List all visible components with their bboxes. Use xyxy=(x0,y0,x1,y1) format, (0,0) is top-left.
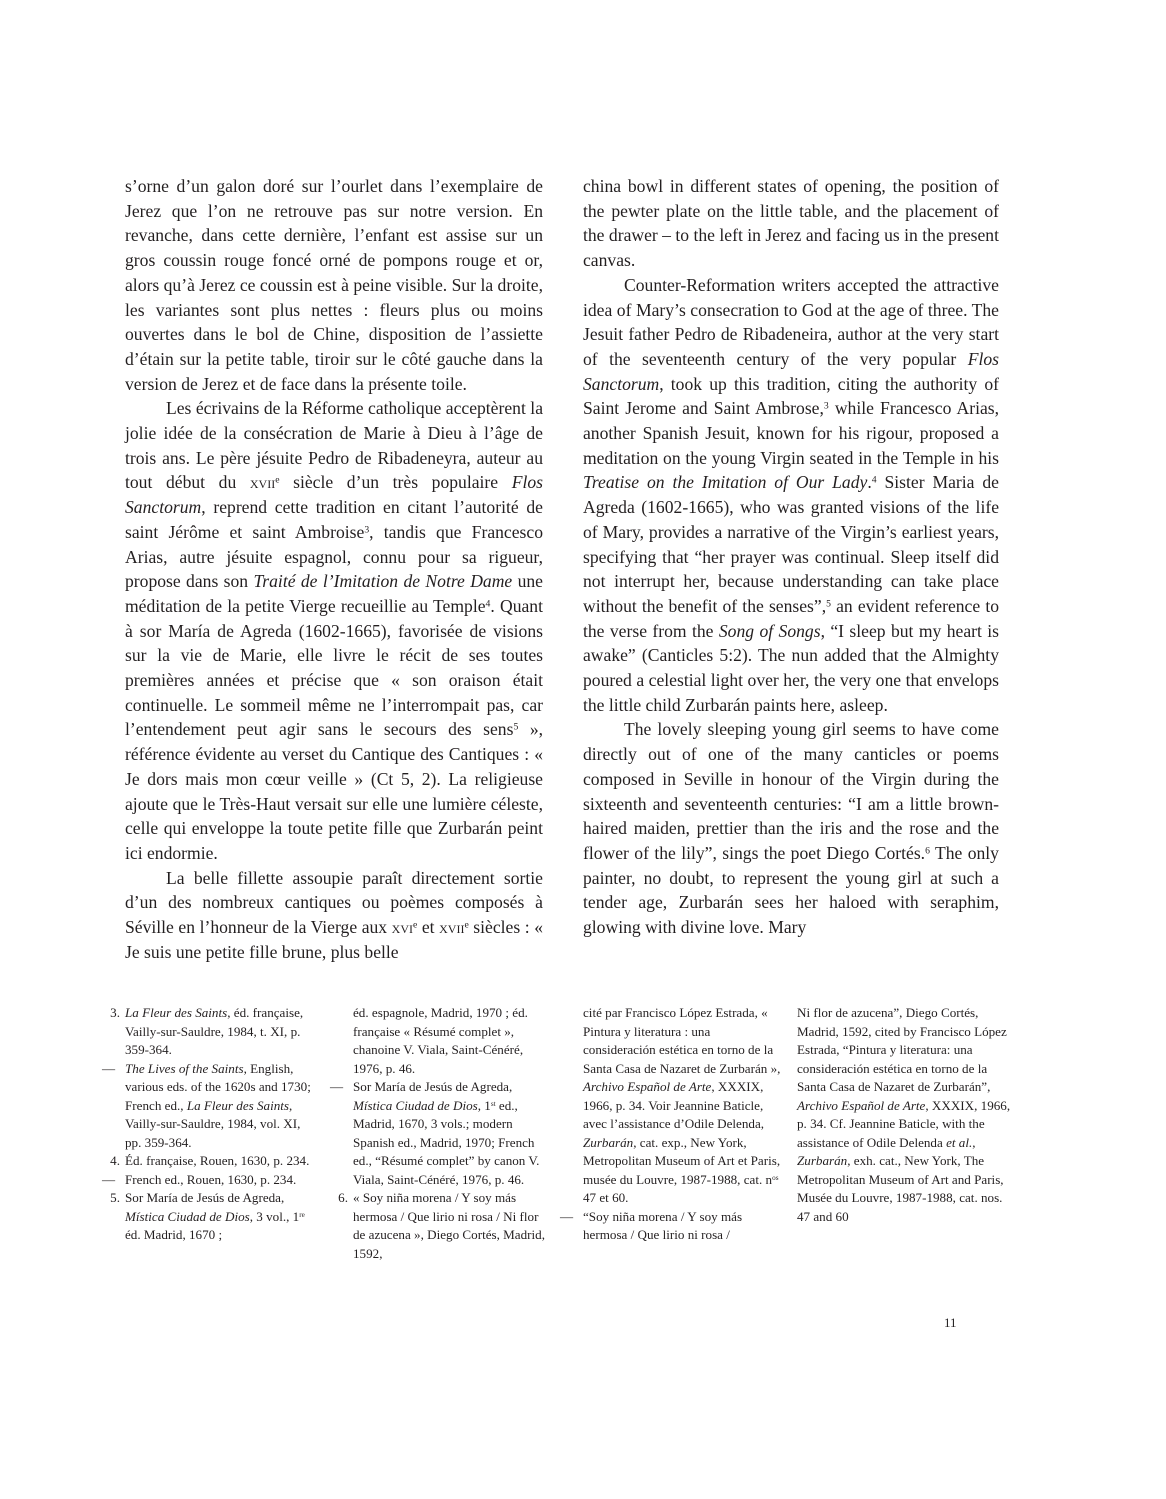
book-title: Zurbarán xyxy=(583,1134,634,1150)
text-run: La belle fillette assoupie paraît directement sortie d’un des nombreux cantiques ou poèmes composés à Séville en l’honneur de la Vierge aux xyxy=(125,867,543,938)
text-run: , XXXIX, 1966, p. 34. Voir Jeannine Baticle, avec l’assistance d’Odile Delenda, xyxy=(583,1079,765,1131)
footnotes-column-2 xyxy=(330,1004,550,1263)
text-run: , reprend cette tradition en citant l’autorité de saint Jérôme et saint Ambroise xyxy=(125,497,543,542)
text-run: , Vailly-sur-Sauldre, 1984, vol. XI, pp. 359-364. xyxy=(125,1097,301,1150)
journal-title: Archivo Español de Arte xyxy=(797,1097,926,1113)
footnote-text: Éd. française, Rouen, 1630, p. 234. xyxy=(125,1153,310,1168)
book-title: Flos Sanctorum xyxy=(583,348,999,394)
superscript: st xyxy=(490,1099,496,1108)
text-run: une méditation de la petite Vierge recueillie au Temple xyxy=(125,571,543,616)
text-run: et xyxy=(417,917,440,938)
text-run: 47 et 60. xyxy=(583,1190,629,1205)
footnote-text xyxy=(125,1004,317,1060)
footnote-text: French ed., Rouen, 1630, p. 234. xyxy=(125,1171,297,1187)
text-run: , took up this tradition, citing the authority of Saint Jerome and Saint Ambrose, xyxy=(583,373,999,419)
text-run: ed., Madrid, 1670, 3 vols.; modern Spanish ed., Madrid, 1970; French ed., “Résumé complet” by canon V. Viala, Saint-Cénéré, 1976, p. 46. xyxy=(353,1097,540,1187)
footnote-ref-4[interactable]: 4 xyxy=(485,598,491,610)
text-run: , exh. cat., New York, The Metropolitan Museum of Art and Paris, Musée du Louvre, 1987-1988, cat. nos. 47 and 60 xyxy=(797,1153,1004,1224)
text-run: The only painter, no doubt, to represent the young girl at such a tender age, Zurbarán sees her haloed with seraphim, glowing with divine love. Mary xyxy=(583,842,999,938)
footnote-4 xyxy=(102,1152,317,1171)
footnote-6-english xyxy=(560,1208,785,1245)
text-run: while Francesco Arias, another Spanish Jesuit, known for his rigour, proposed a meditation on the young Virgin seated in the Temple in his xyxy=(583,398,1000,468)
paragraph xyxy=(125,396,543,865)
text-run: an evident reference to the verse from the xyxy=(583,595,999,641)
footnote-number: 3. xyxy=(110,1005,120,1020)
footnote-3-english xyxy=(102,1060,317,1153)
french-text-column xyxy=(125,174,543,965)
book-title: Mística Ciudad de Dios xyxy=(353,1097,478,1113)
century-numeral: xvi xyxy=(391,917,413,938)
em-dash-marker: — xyxy=(330,1079,344,1094)
footnote-number: 5. xyxy=(110,1190,120,1205)
footnote-number: 6. xyxy=(338,1190,348,1205)
text-run: éd. Madrid, 1670 ; xyxy=(125,1227,223,1242)
text-run: , 3 vol., 1 xyxy=(249,1208,300,1224)
superscript: e xyxy=(464,919,469,931)
text-run: The lovely sleeping young girl seems to have come directly out of one of the many canticles or poems composed in Seville in honour of the Virgin during the sixteenth and seventeenth centuries: “I am a little brown-haired maiden, prettier than the iris and the rose and the flower of the lily”, sings the poet Diego Cortés. xyxy=(583,719,999,863)
book-title: Flos Sanctorum xyxy=(125,472,543,518)
superscript: e xyxy=(413,919,418,931)
footnote-text: « Soy niña morena / Y soy más hermosa / Que lirio ni rosa / Ni flor de azucena », Diego Cortés, Madrid, 1592, xyxy=(353,1190,545,1261)
footnote-6-english-continued xyxy=(797,1004,1012,1226)
footnote-text xyxy=(353,1078,550,1189)
text-run: et al. xyxy=(946,1134,973,1150)
footnote-number: 4. xyxy=(110,1153,120,1168)
footnote-text xyxy=(125,1189,317,1245)
paragraph: china bowl in different states of opening, the position of the pewter plate on the little table, and the placement of the drawer – to the left in Jerez and facing us in the present canvas. xyxy=(583,176,999,271)
em-dash-marker: — xyxy=(102,1060,116,1076)
footnote-ref-5[interactable]: 5 xyxy=(826,598,831,610)
journal-title: Archivo Español de Arte xyxy=(583,1079,712,1094)
text-run: Ni flor de azucena”, Diego Cortés, Madrid, 1592, cited by Francisco López Estrada, “Pintura y literatura: una consideración estética en torno de la Santa Casa de Nazaret de Zurbarán”, xyxy=(797,1005,1007,1094)
footnote-5-continued: éd. espagnole, Madrid, 1970 ; éd. française « Résumé complet », chanoine V. Viala, Saint-Cénéré, 1976, p. 46. xyxy=(353,1005,528,1076)
em-dash-marker: — xyxy=(102,1171,116,1187)
text-run: cité par Francisco López Estrada, « Pintura y literatura : una consideración estética en torno de la Santa Casa de Nazaret de Zurbarán », xyxy=(583,1005,781,1076)
book-title: Treatise on the Imitation of Our Lady xyxy=(583,472,868,493)
text-run: Les écrivains de la Réforme catholique acceptèrent la jolie idée de la consécration de Marie à Dieu à l’âge de trois ans. Le père jésuite Pedro de Ribadeneyra, auteur au tout début du xyxy=(125,398,543,493)
footnote-ref-4[interactable]: 4 xyxy=(871,475,877,487)
century-numeral: xvii xyxy=(249,472,276,493)
footnote-ref-6[interactable]: 6 xyxy=(925,845,930,857)
text-run: Sor María de Jesús de Agreda, xyxy=(353,1079,513,1094)
footnotes-column-1 xyxy=(102,1004,317,1245)
em-dash-marker: — xyxy=(560,1208,574,1224)
page-number: 11 xyxy=(944,1315,957,1330)
text-run: , tandis que Francesco Arias, autre jésuite espagnol, connu pour sa rigueur, propose dans son xyxy=(125,521,543,592)
book-title: Mística Ciudad de Dios xyxy=(125,1208,250,1224)
paragraph xyxy=(583,273,999,718)
text-run: siècles : « Je suis une petite fille brune, plus belle xyxy=(125,917,544,962)
book-title: La Fleur des Saints xyxy=(186,1097,290,1113)
text-run: , xyxy=(972,1134,976,1150)
footnote-ref-5[interactable]: 5 xyxy=(513,722,519,734)
text-run: Sor María de Jesús de Agreda, xyxy=(125,1190,285,1205)
footnote-ref-3[interactable]: 3 xyxy=(823,401,829,413)
footnote-3 xyxy=(102,1004,317,1060)
footnote-5 xyxy=(102,1189,317,1245)
century-numeral: xvii xyxy=(439,917,465,938)
text-run: Counter-Reformation writers accepted the attractive idea of Mary’s consecration to God at the age of three. The Jesuit father Pedro de Ribadeneira, author at the very start of the seventeenth century of the very popular xyxy=(583,274,999,369)
footnote-text xyxy=(125,1060,317,1153)
text-run: siècle d’un très populaire xyxy=(279,472,512,493)
book-title: The Lives of the Saints xyxy=(125,1060,244,1076)
text-run: . Quant à sor María de Agreda (1602-1665), favorisée de visions sur la vie de Marie, elle livre le récit de ses toutes premières années et précise que « son oraison était continuelle. Le sommeil même ne l’interrompait pas, car l’entendement peut agir sans le secours des sens xyxy=(125,595,543,740)
book-title: La Fleur des Saints xyxy=(125,1005,228,1020)
text-run: , 1 xyxy=(477,1097,491,1113)
footnote-6 xyxy=(330,1189,550,1263)
english-text-column xyxy=(583,174,999,940)
superscript: re xyxy=(299,1210,305,1219)
book-title: Traité de l’Imitation de Notre Dame xyxy=(253,571,513,592)
paragraph xyxy=(583,717,999,939)
text-run: . xyxy=(867,472,872,493)
text-run: , English, various eds. of the 1620s and 1730; French ed., xyxy=(125,1060,311,1113)
superscript: os xyxy=(772,1173,779,1182)
paragraph xyxy=(125,866,543,965)
superscript: e xyxy=(275,475,280,487)
footnotes-column-3 xyxy=(560,1004,785,1245)
footnote-text: “Soy niña morena / Y soy más hermosa / Que lirio ni rosa / xyxy=(583,1208,743,1242)
book-title: Zurbarán xyxy=(797,1153,848,1168)
footnote-ref-3[interactable]: 3 xyxy=(364,524,370,536)
text-run: , “I sleep but my heart is awake” (Canticles 5:2). The nun added that the Almighty poured a celestial light over her, the very one that envelops the little child Zurbarán paints here, asleep. xyxy=(583,620,999,715)
footnotes-column-4 xyxy=(797,1004,1012,1226)
text-run: , XXXIX, 1966, p. 34. Cf. Jeannine Baticle, with the assistance of Odile Delenda xyxy=(797,1097,1011,1150)
footnote-4-english xyxy=(102,1171,317,1190)
footnote-5-english xyxy=(330,1078,550,1189)
footnote-6-continued xyxy=(560,1004,785,1208)
paragraph: s’orne d’un galon doré sur l’ourlet dans l’exemplaire de Jerez que l’on ne retrouve pas sur notre version. En revanche, dans cette dernière, l’enfant est assise sur un gros coussin rouge foncé orné de pompons rouge et or, alors qu’à Jerez ce coussin est à peine visible. Sur la droite, les variantes sont plus nettes : fleurs plus ou moins ouvertes dans le bol de Chine, disposition de l’assiette d’étain sur la petite table, tiroir sur le côté gauche dans la version de Jerez et de face dans la présente toile. xyxy=(125,176,543,394)
text-run: , éd. française, Vailly-sur-Sauldre, 1984, t. XI, p. 359-364. xyxy=(125,1005,304,1057)
text-run: , cat. exp., New York, Metropolitan Museum of Art et Paris, musée du Louvre, 1987-1988, cat. n xyxy=(583,1134,781,1187)
book-title: Song of Songs xyxy=(718,620,821,641)
text-run: Sister Maria de Agreda (1602-1665), who was granted visions of the life of Mary, provides a narrative of the Virgin’s earliest years, specifying that “her prayer was continual. Sleep itself did not interrupt her, because understanding can take place without the benefit of the senses”, xyxy=(583,472,999,616)
text-run: », référence évidente au verset du Cantique des Cantiques : « Je dors mais mon cœur veille » (Ct 5, 2). La religieuse ajoute que le Très-Haut versait sur elle une lumière céleste, celle qui enveloppe la toute petite fille que Zurbarán peint ici endormie. xyxy=(125,719,544,863)
